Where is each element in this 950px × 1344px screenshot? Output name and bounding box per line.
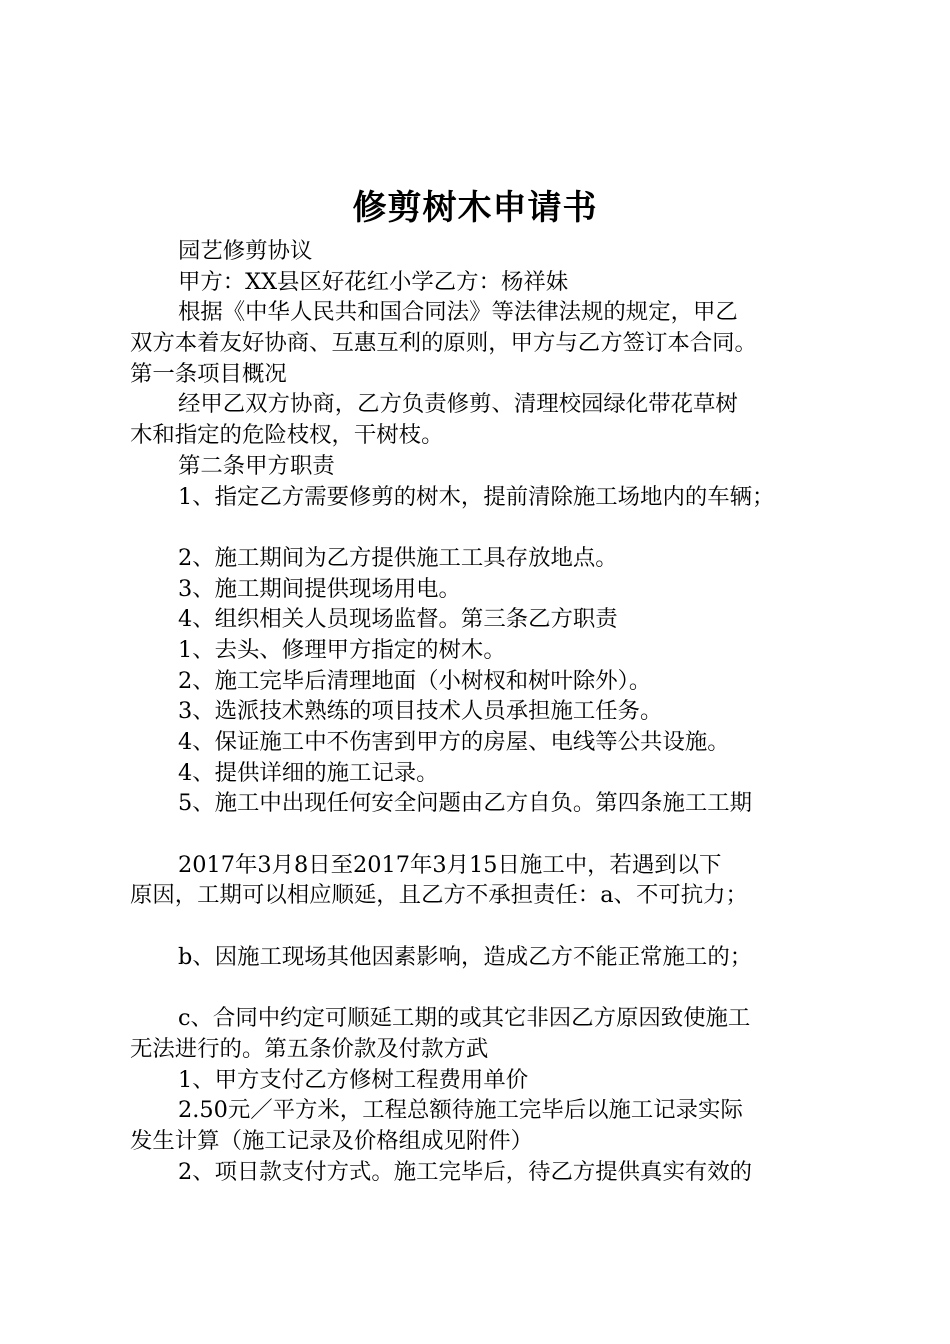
text-line: 2、施工期间为乙方提供施工工具存放地点。 [178,544,618,571]
text-line: b、因施工现场其他因素影响，造成乙方不能正常施工的； [178,943,753,970]
text-line: 4、组织相关人员现场监督。第三条乙方职责 [178,606,618,633]
text-line: 2.50元／平方米，工程总额待施工完毕后以施工记录实际 [178,1097,743,1124]
text-line: 1、甲方支付乙方修树工程费用单价 [178,1066,529,1093]
text-line: 无法进行的。第五条价款及付款方武 [130,1035,489,1062]
text-line: 发生计算（施工记录及价格组成见附件） [130,1127,534,1154]
text-line: 第一条项目概况 [130,360,287,387]
text-line: 2、项日款支付方式。施工完毕后，待乙方提供真实有效的 [178,1158,753,1185]
document-title: 修剪树木申请书 [352,188,598,228]
blank-line [130,973,850,1004]
blank-line [130,911,850,942]
text-line: c、合同中约定可顺延工期的或其它非因乙方原因致使施工 [178,1005,751,1032]
text-line: 2、施工完毕后清理地面（小树杈和树叶除外）。 [178,667,652,694]
text-line: 木和指定的危险枝杈，干树枝。 [130,422,444,449]
text-line: 1、指定乙方需要修剪的树木，提前清除施工场地内的车辆； [178,483,775,510]
text-line: 3、选派技术熟练的项目技术人员承担施工任务。 [178,698,663,725]
text-line: 甲方：XX县区好花红小学乙方：杨祥妹 [178,268,569,295]
text-line: 经甲乙双方协商，乙方负责修剪、清理校园绿化带花草树 [178,391,738,418]
text-line: 根据《中华人民共和国合同法》等法律法规的规定，甲乙 [178,299,738,326]
text-line: 原因，工期可以相应顺延，且乙方不承担责任：a、不可抗力； [130,882,748,909]
blank-line [130,819,850,850]
text-line: 2017年3月8日至2017年3月15日施工中，若遇到以下 [178,851,722,878]
text-line: 园艺修剪协议 [178,238,313,264]
text-line: 3、施工期间提供现场用电。 [178,575,461,602]
text-line: 5、施工中出现任何安全问题由乙方自负。第四条施工工期 [178,790,753,817]
blank-line [130,512,850,543]
document-body [130,236,850,1187]
text-line: 第二条甲方职责 [178,452,335,479]
text-line: 双方本着友好协商、互惠互利的原则，甲方与乙方签订本合同。 [130,330,757,357]
text-line: 4、保证施工中不伤害到甲方的房屋、电线等公共设施。 [178,729,730,755]
text-line: 4、提供详细的施工记录。 [178,759,439,786]
text-line: 1、去头、修理甲方指定的树木。 [178,636,506,663]
